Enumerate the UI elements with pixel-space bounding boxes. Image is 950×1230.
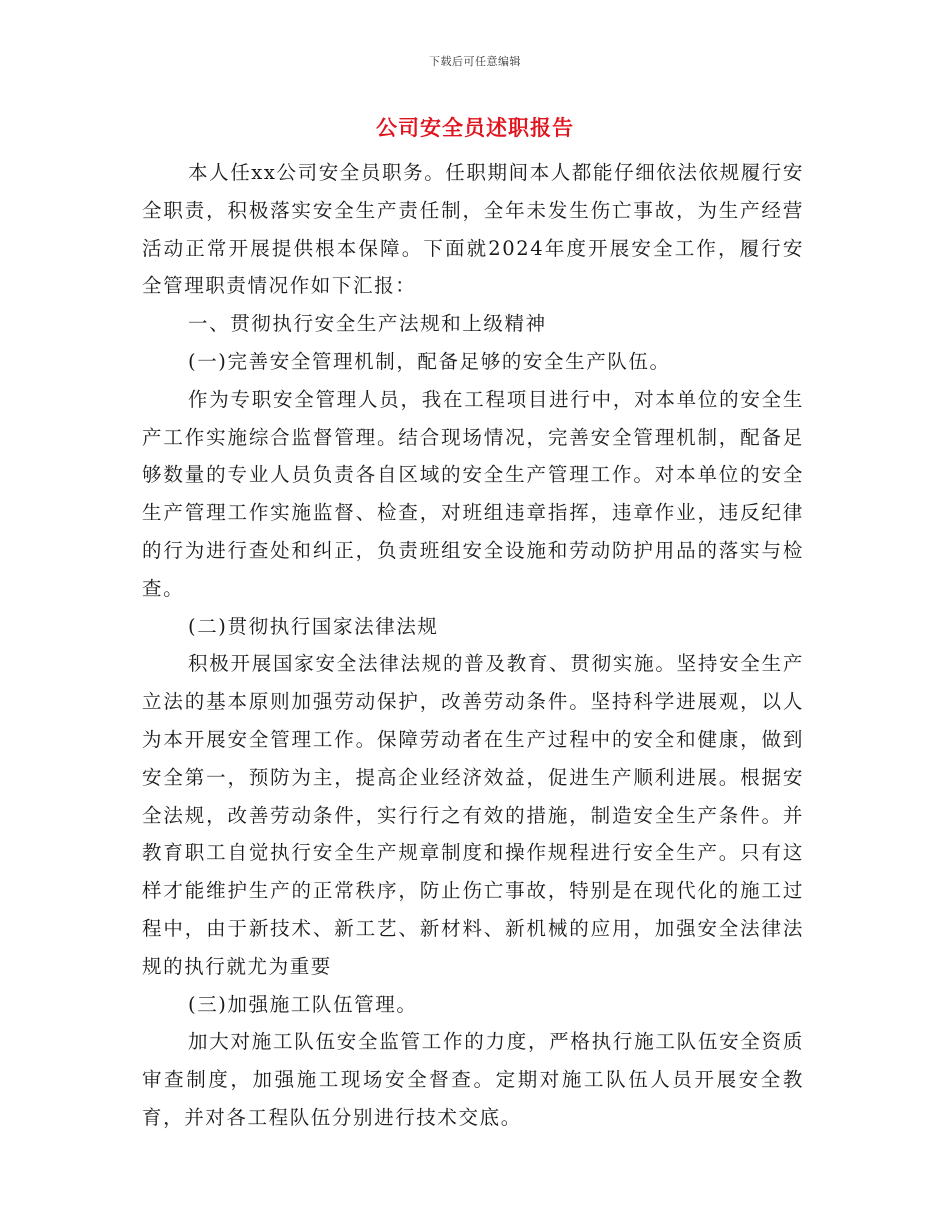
document-title: 公司安全员述职报告: [376, 116, 574, 140]
paragraph-3: 加大对施工队伍安全监管工作的力度，严格执行施工队伍安全资质审查制度，加强施工现场安全督查。定期对施工队伍人员开展安全教育，并对各工程队伍分别进行技术交底。: [142, 1030, 804, 1129]
paragraph-2: 积极开展国家安全法律法规的普及教育、贯彻实施。坚持安全生产立法的基本原则加强劳动保护，改善劳动条件。坚持科学进展观，以人为本开展安全管理工作。保障劳动者在生产过程中的安全和健康，做到安全第一，预防为主，提高企业经济效益，促进生产顺利进展。根据安全法规，改善劳动条件，实行行之有效的措施，制造安全生产条件。并教育职工自觉执行安全生产规章制度和操作规程进行安全生产。只有这样才能维护生产的正常秩序，防止伤亡事故，特别是在现代化的施工过程中，由于新技术、新工艺、新材料、新机械的应用，加强安全法律法规的执行就尤为重要: [142, 652, 804, 978]
paragraph-1: 作为专职安全管理人员，我在工程项目进行中，对本单位的安全生产工作实施综合监督管理。结合现场情况，完善安全管理机制，配备足够数量的专业人员负责各自区域的安全生产管理工作。对本单位的安全生产管理工作实施监督、检查，对班组违章指挥，违章作业，违反纪律的行为进行查处和纠正，负责班组安全设施和劳动防护用品的落实与检查。: [142, 387, 804, 600]
page-header: 下载后可任意编辑: [429, 55, 521, 68]
paragraph-intro: 本人任xx公司安全员职务。任职期间本人都能仔细依法依规履行安全职责，积极落实安全生产责任制，全年未发生伤亡事故，为生产经营活动正常开展提供根本保障。下面就2024年度开展安全工作，履行安全管理职责情况作如下汇报：: [142, 161, 804, 298]
subsection-heading-3: (三)加强施工队伍管理。: [188, 992, 418, 1016]
section-heading-1: 一、贯彻执行安全生产法规和上级精神: [188, 312, 547, 336]
subsection-heading-1: (一)完善安全管理机制，配备足够的安全生产队伍。: [188, 349, 671, 373]
document-body: [142, 154, 804, 1137]
subsection-heading-2: (二)贯彻执行国家法律法规: [188, 614, 439, 638]
